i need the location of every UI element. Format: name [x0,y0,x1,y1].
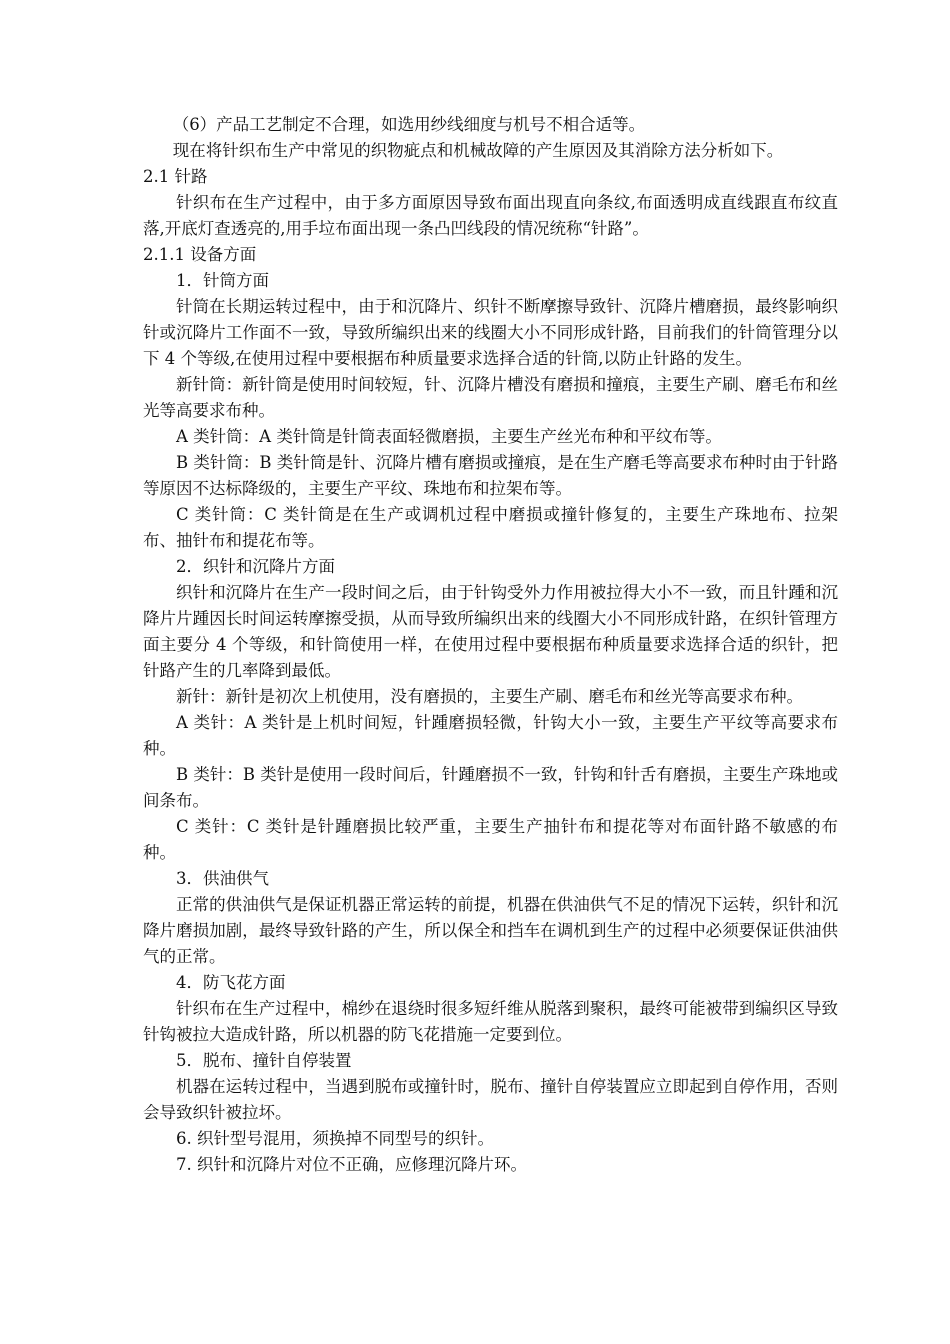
paragraph: 正常的供油供气是保证机器正常运转的前提，机器在供油供气不足的情况下运转，织针和沉降片磨损加剧，最终导致针路的产生，所以保全和挡车在调机到生产的过程中必须要保证供油供气的正常。 [143,895,838,966]
paragraph: B 类针筒：B 类针筒是针、沉降片槽有磨损或撞痕，是在生产磨毛等高要求布种时由于针路等原因不达标降级的，主要生产平纹、珠地布和拉架布等。 [143,453,838,498]
paragraph: 针筒在长期运转过程中，由于和沉降片、织针不断摩擦导致针、沉降片槽磨损，最终影响织针或沉降片工作面不一致，导致所编织出来的线圈大小不同形成针路，目前我们的针筒管理分以下 4 个等级,在使用过程中要根据布种质量要求选择合适的针筒,以防止针路的发生。 [143,297,838,368]
paragraph: A 类针筒：A 类针筒是针筒表面轻微磨损，主要生产丝光布种和平纹布等。 [176,427,722,446]
paragraph: C 类针筒：C 类针筒是在生产或调机过程中磨损或撞针修复的，主要生产珠地布、拉架布、抽针布和提花布等。 [143,505,838,550]
paragraph: B 类针：B 类针是使用一段时间后，针踵磨损不一致，针钩和针舌有磨损，主要生产珠地或间条布。 [143,765,838,810]
item-heading: 4．防飞花方面 [176,973,286,992]
item-heading: 3．供油供气 [176,869,269,888]
paragraph: 织针和沉降片在生产一段时间之后，由于针钩受外力作用被拉得大小不一致，而且针踵和沉降片片踵因长时间运转摩擦受损，从而导致所编织出来的线圈大小不同形成针路，在织针管理方面主要分 4 个等级，和针筒使用一样，在使用过程中要根据布种质量要求选择合适的织针，把针路产生的几率降到最低。 [143,583,838,680]
paragraph: 针织布在生产过程中，棉纱在退绕时很多短纤维从脱落到聚积，最终可能被带到编织区导致针钩被拉大造成针路，所以机器的防飞花措施一定要到位。 [143,999,838,1044]
paragraph: 现在将针织布生产中常见的织物疵点和机械故障的产生原因及其消除方法分析如下。 [172,141,784,160]
paragraph: 机器在运转过程中，当遇到脱布或撞针时，脱布、撞针自停装置应立即起到自停作用，否则会导致织针被拉坏。 [143,1077,838,1122]
paragraph: （6）产品工艺制定不合理，如选用纱线细度与机号不相合适等。 [172,115,646,134]
paragraph: 新针筒：新针筒是使用时间较短，针、沉降片槽没有磨损和撞痕，主要生产刷、磨毛布和丝光等高要求布种。 [143,375,838,420]
section-heading: 2.1 针路 [143,167,208,186]
item-heading: 2．织针和沉降片方面 [176,557,335,576]
item-heading: 1．针筒方面 [176,271,269,290]
paragraph: A 类针：A 类针是上机时间短，针踵磨损轻微，针钩大小一致，主要生产平纹等高要求布种。 [143,713,838,758]
subsection-heading: 2.1.1 设备方面 [143,245,257,264]
item-heading: 5．脱布、撞针自停装置 [176,1051,352,1070]
document-page [143,112,838,1178]
paragraph: 7. 织针和沉降片对位不正确，应修理沉降片环。 [176,1155,527,1174]
paragraph: C 类针：C 类针是针踵磨损比较严重，主要生产抽针布和提花等对布面针路不敏感的布种。 [143,817,838,862]
paragraph: 6. 织针型号混用，须换掉不同型号的织针。 [176,1129,494,1148]
paragraph: 新针：新针是初次上机使用，没有磨损的，主要生产刷、磨毛布和丝光等高要求布种。 [176,687,803,706]
paragraph: 针织布在生产过程中，由于多方面原因导致布面出现直向条纹,布面透明成直线跟直布纹直落,开底灯查透亮的,用手垃布面出现一条凸凹线段的情况统称“针路”。 [143,193,838,238]
